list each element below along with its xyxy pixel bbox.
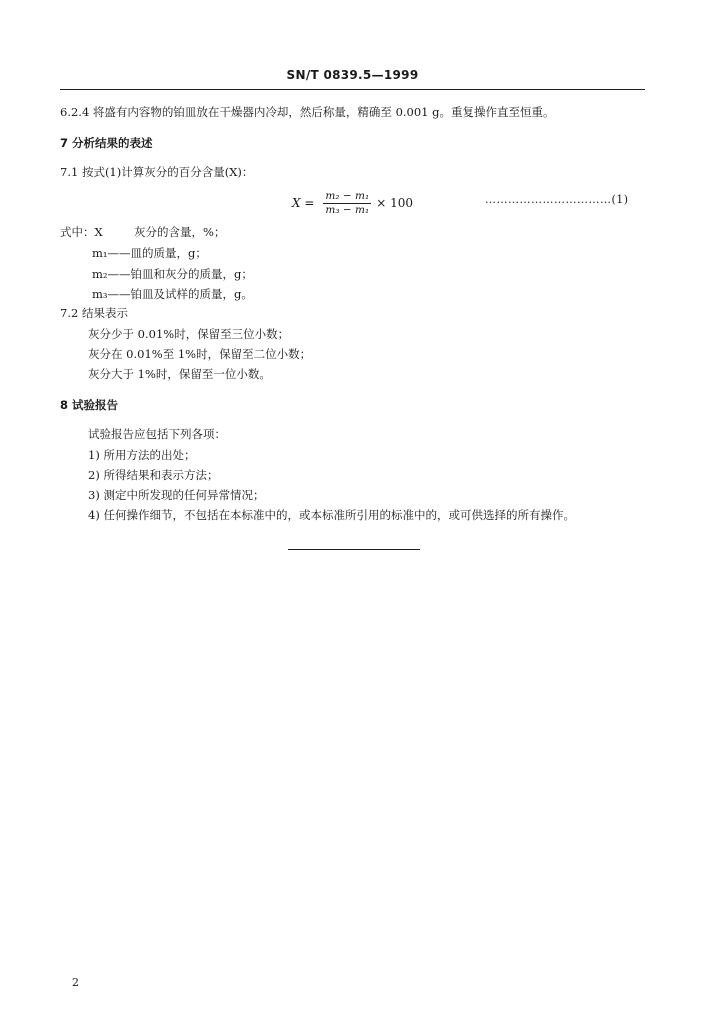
clause-7-2: 7.2 结果表示 xyxy=(60,306,128,320)
formula-fraction xyxy=(323,190,371,217)
report-item-3: 3) 测定中所发现的任何异常情况； xyxy=(88,488,265,502)
clause-7-1: 7.1 按式(1)计算灰分的百分含量(X)： xyxy=(60,165,254,179)
report-item-2: 2) 所得结果和表示方法； xyxy=(88,468,219,482)
where-m3-definition: m₃——铂皿及试样的质量，g。 xyxy=(92,287,253,301)
end-of-document-rule xyxy=(288,549,420,550)
result-rule-3: 灰分大于 1%时，保留至一位小数。 xyxy=(88,367,271,381)
standard-number-header: SN/T 0839.5—1999 xyxy=(286,68,419,82)
section-8-title: 8 试验报告 xyxy=(60,398,119,412)
report-item-4: 4) 任何操作细节，不包括在本标准中的，或本标准所引用的标准中的，或可供选择的所有操作。 xyxy=(88,508,575,522)
result-rule-2: 灰分在 0.01%至 1%时，保留至二位小数； xyxy=(88,347,312,361)
report-intro: 试验报告应包括下列各项： xyxy=(88,427,226,441)
formula-lhs: X = xyxy=(292,196,315,210)
header-rule xyxy=(60,89,645,90)
where-m2-definition: m₂——铂皿和灰分的质量，g； xyxy=(92,267,253,281)
report-item-1: 1) 所用方法的出处； xyxy=(88,448,196,462)
where-x-definition: 灰分的含量，%； xyxy=(134,225,226,239)
where-m1-definition: m₁——皿的质量，g； xyxy=(92,246,207,260)
formula-multiplier: × 100 xyxy=(376,196,414,210)
where-label: 式中：X xyxy=(60,225,103,239)
ash-content-formula xyxy=(292,188,413,218)
page-number: 2 xyxy=(72,976,79,989)
clause-6-2-4: 6.2.4 将盛有内容物的铂皿放在干燥器内冷却，然后称量，精确至 0.001 g。重复操作直至恒重。 xyxy=(60,105,555,119)
formula-numerator: m₂ − m₁ xyxy=(325,189,370,202)
equation-number: ……………………………(1) xyxy=(485,193,629,206)
formula-denominator: m₃ − m₁ xyxy=(325,203,370,216)
section-7-title: 7 分析结果的表述 xyxy=(60,136,153,150)
result-rule-1: 灰分少于 0.01%时，保留至三位小数； xyxy=(88,327,290,341)
